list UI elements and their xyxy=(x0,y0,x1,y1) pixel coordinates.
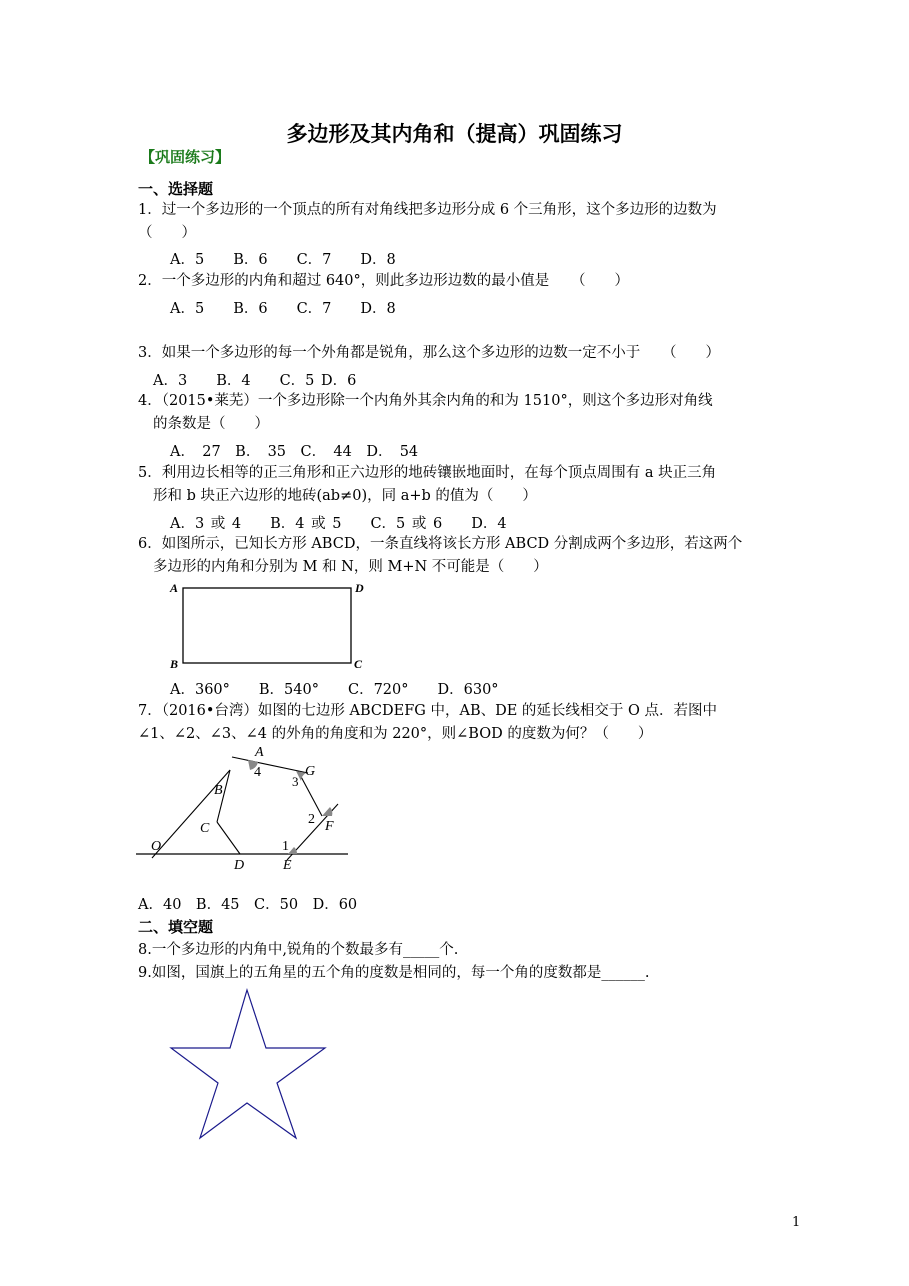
page-number: 1 xyxy=(792,1215,801,1230)
question-6-line2: 多边形的内角和分别为 M 和 N，则 M+N 不可能是（ ） xyxy=(153,559,548,575)
fig7-label-e: E xyxy=(283,858,292,873)
fig7-label-f: F xyxy=(325,819,334,834)
question-5-line2: 形和 b 块正六边形的地砖(ab≠0)，同 a+b 的值为（ ） xyxy=(153,488,537,504)
fig7-label-c: C xyxy=(200,821,210,836)
question-6-options: A．360° B．540° C．720° D．630° xyxy=(170,682,499,698)
fig7-label-d: D xyxy=(234,858,245,873)
question-8-line1: 8.一个多边形的内角中,锐角的个数最多有_____个. xyxy=(138,942,459,958)
angle-mark-2 xyxy=(322,807,332,816)
rectangle-figure xyxy=(165,578,375,673)
fig7-label-o: O xyxy=(151,839,162,854)
fig6-label-c: C xyxy=(354,657,363,671)
question-5-options: A．3 或 4 B．4 或 5 C．5 或 6 D．4 xyxy=(170,516,507,532)
fig7-label-1: 1 xyxy=(282,839,289,854)
fig7-label-b: B xyxy=(214,783,223,798)
question-1-line2: （ ） xyxy=(138,225,196,241)
question-2-options: A．5 B．6 C．7 D．8 xyxy=(170,301,396,317)
question-4-line1: 4．（2015•莱芜）一个多边形除一个内角外其余内角的和为 1510°，则这个多边形对角线 xyxy=(138,393,713,409)
fig6-label-d: D xyxy=(355,581,364,595)
question-9-line1: 9.如图，国旗上的五角星的五个角的度数是相同的，每一个角的度数都是______. xyxy=(138,965,650,981)
question-5-line1: 5．利用边长相等的正三角形和正六边形的地砖镶嵌地面时，在每个顶点周围有 a 块正三角 xyxy=(138,465,717,481)
section-heading-fill: 二、填空题 xyxy=(138,918,214,936)
question-6-line1: 6．如图所示，已知长方形 ABCD，一条直线将该长方形 ABCD 分割成两个多边形，若这两个 xyxy=(138,536,743,552)
question-3-options: A．3 B．4 C．5 D．6 xyxy=(153,373,357,389)
question-3-line1: 3．如果一个多边形的每一个外角都是锐角，那么这个多边形的边数一定不小于 （ ） xyxy=(138,345,720,361)
rectangle-abcd xyxy=(183,588,351,663)
angle-mark-1 xyxy=(288,847,297,854)
fig6-label-b: B xyxy=(170,657,179,671)
fig7-label-g: G xyxy=(305,764,316,779)
section-heading-choice: 一、选择题 xyxy=(138,180,214,198)
page-title: 多边形及其内角和（提高）巩固练习 xyxy=(286,121,623,146)
question-7-line1: 7．（2016•台湾）如图的七边形 ABCDEFG 中，AB、DE 的延长线相交于 O 点．若图中 xyxy=(138,703,718,719)
section-tag: 【巩固练习】 xyxy=(140,148,231,166)
question-1-options: A．5 B．6 C．7 D．8 xyxy=(170,252,396,268)
line-cd xyxy=(217,822,240,854)
heptagon-figure xyxy=(130,742,360,874)
question-7-options: A．40 B．45 C．50 D．60 xyxy=(138,897,358,913)
question-4-line2: 的条数是（ ） xyxy=(153,416,269,432)
fig7-label-4: 4 xyxy=(254,765,261,780)
fig7-label-a: A xyxy=(255,745,264,760)
five-pointed-star xyxy=(171,990,325,1138)
star-figure xyxy=(165,985,335,1145)
fig6-label-a: A xyxy=(170,581,179,595)
question-7-line2: ∠1、∠2、∠3、∠4 的外角的角度和为 220°，则∠BOD 的度数为何？（ ） xyxy=(138,726,653,742)
question-2-line1: 2．一个多边形的内角和超过 640°，则此多边形边数的最小值是 （ ） xyxy=(138,273,630,289)
question-1-line1: 1．过一个多边形的一个顶点的所有对角线把多边形分成 6 个三角形，这个多边形的边数为 xyxy=(138,202,717,218)
fig7-label-2: 2 xyxy=(308,812,315,827)
fig7-label-3: 3 xyxy=(292,774,299,789)
line-ag xyxy=(232,757,308,773)
question-4-options: A． 27 B． 35 C． 44 D． 54 xyxy=(170,444,419,460)
